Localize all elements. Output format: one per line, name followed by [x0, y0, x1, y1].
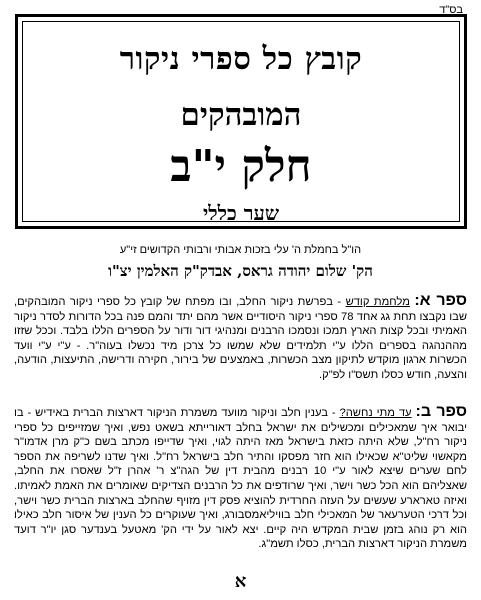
section-b-text: - בענין חלב וניקור מוועד משמרת הניקור דארצות הברית באידיש - בו יבואר איך שמאכילים ומכשילים את ישראל בחלב דאורייתא בשאט נפש, ואיך שמזייפים כל ספרי ניקור רח"ל, שלא היתה כזאת בישראל מאז היתה לגוי, ואיך שדייפו מכתב בשם כ"ק מרן אדמו"ר מקאשוי שליט"א שכאילו הוא חזר מפסקו והתיר חלב בישראל רח"ל. ואיך שדנו לשריפה את הספר לחם שערים שיצא לאור ע"י 10 רבנים מהבית דין של הגה"צ ר' אהרן ז"ל שאסרו את החלב, שאצליהם הוא הכל כשר וישר, ואיך שרודפים את כל הרבנים הצדיקים שאומרים את האמת לאמיתו. ואיזה טארארע שעשים על העזה החרדית להוציא פסק דין מזויף שהחלב בארצות הברית כשר וישר, וכל דרכי הטערעאר של המאכילי חלב בוויליאמסבורג, ואיך שעוקרים כל הענין של איסור חלב כאילו הוא רק נוהג בזמן שבית המקדש היה קיים. יצא לאור על ידי הק' מאטעל בענדער סגן יו"ר דועד משמרת הניקור דארצות הברית, כסלו תשמ"ג.: [14, 407, 467, 551]
section-b: [14, 405, 467, 552]
section-a-label: ספר א:: [414, 292, 468, 309]
section-b-title: עד מתי נחשה?: [339, 407, 412, 419]
author-line: הק' שלום יהודה גראס, אבדק"ק האלמין יצ"ו: [108, 262, 373, 280]
section-a-text: - בפרשת ניקור החלב, ובו מפתח של קובץ כל ספרי ניקור המובהקים, שבו נקבצו תחת גג אחד 78 ספרי ניקור היסודיים אשר מהם יתד והמם פנה בכל הדורות לסדר ניקור האמיתי ובכל קצות הארץ תמכו ונסמכו הרבנים ומנהיגי דור ודור על הספרים הללו בלבד. וככל שזזו מההנהגה בספרים הללו ע"י תלמידים שלא שמשו כל צרכן מיד נכשלו בעוה"ר. - ע"י ע"י וועד הכשרות ארגון מוקדש לתיקון מצב הכשרות, באמצעים של בירור, חקירה ודרישה, התיעצות, הודעה, והצעה, חודש כסלו תשס"ו לפ"ק.: [14, 296, 467, 381]
title-frame: [15, 14, 467, 229]
dedication-line: הו"ל בחמלת ה' עלי בזכות אבותי ורבותי הקדושים זי"ע: [119, 244, 362, 256]
bsd-header: בס"ד: [439, 4, 463, 16]
title-line-2: המובהקים: [180, 97, 302, 133]
section-b-label: ספר ב:: [415, 403, 467, 420]
title-volume: חלק י"ב: [170, 141, 312, 192]
page-number: א: [234, 571, 247, 592]
title-subtitle: שער כללי: [203, 201, 279, 225]
section-a: [14, 294, 467, 383]
title-line-1: קובץ כל ספרי ניקור: [119, 41, 363, 77]
section-a-title: מלחמת קודש: [345, 296, 410, 308]
